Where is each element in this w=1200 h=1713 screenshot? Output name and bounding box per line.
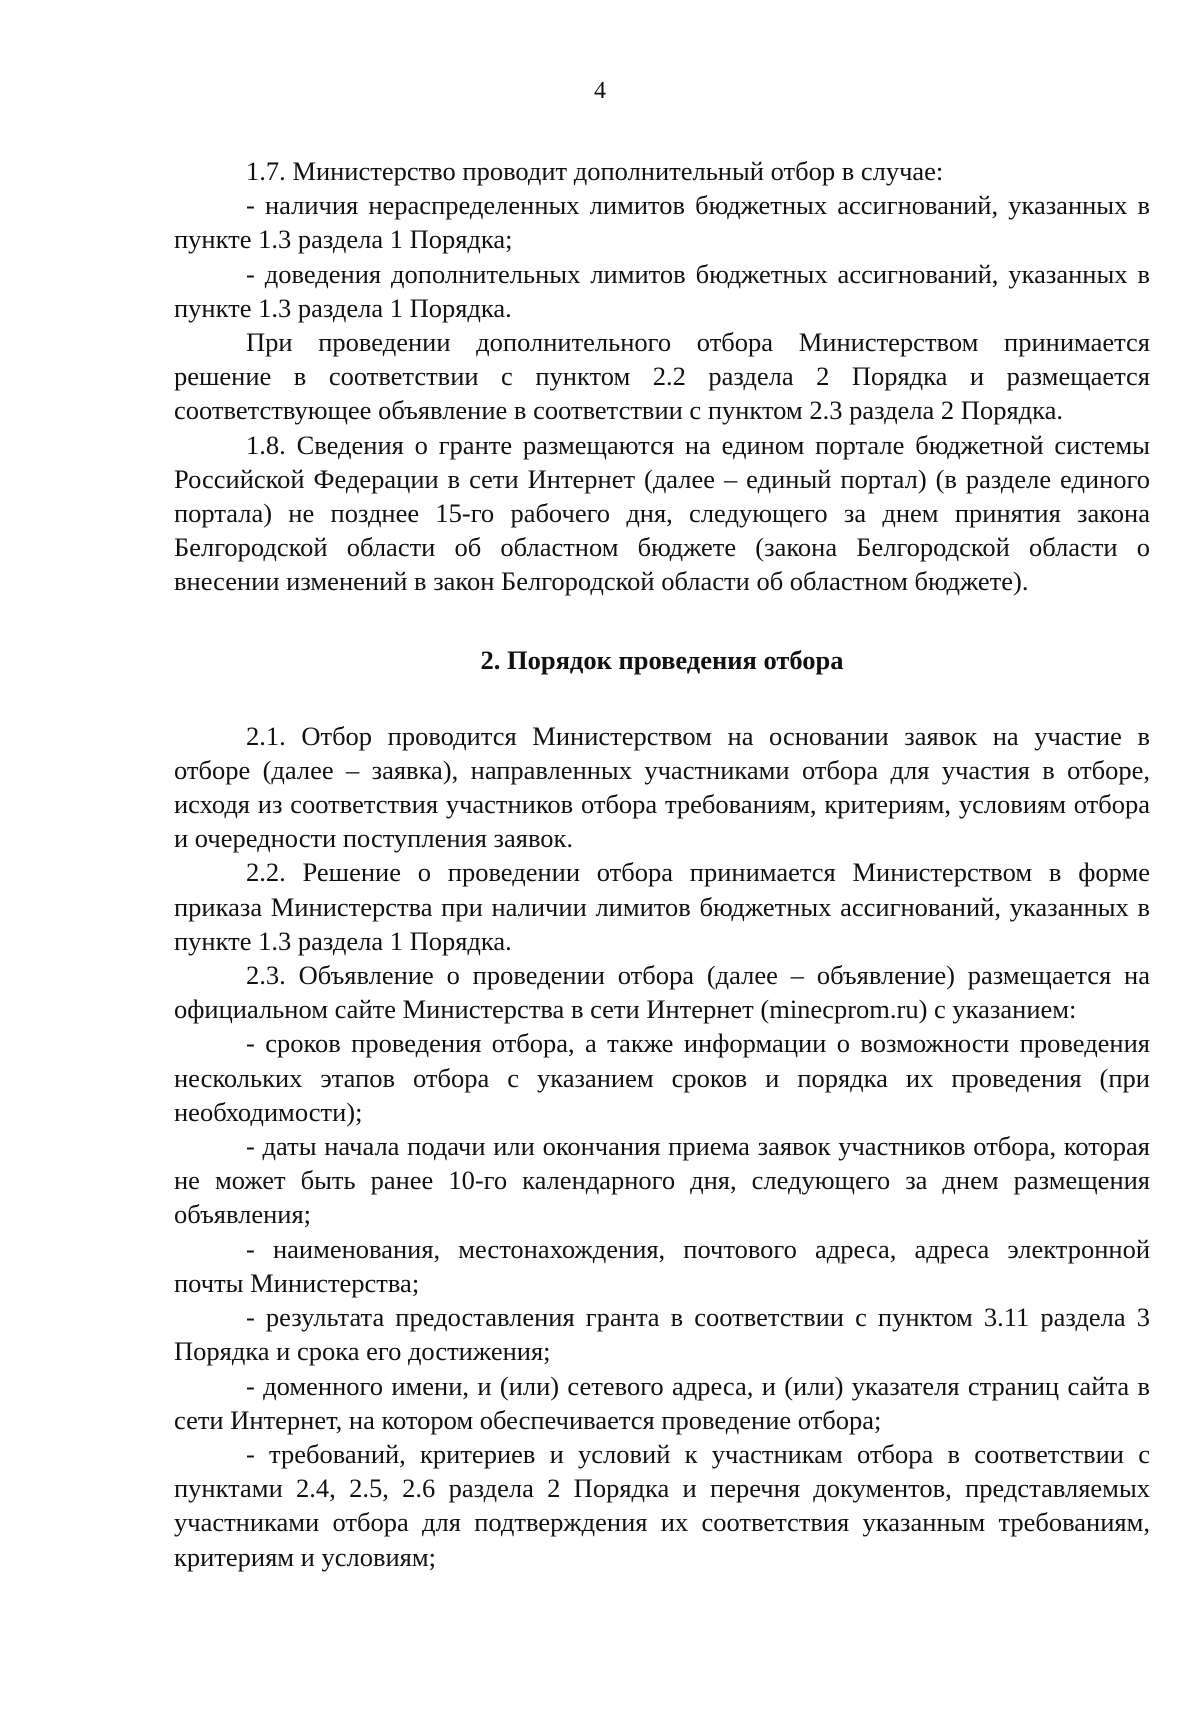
list-item-dates: - даты начала подачи или окончания приема заявок участников отбора, которая не может быть ранее 10-го календарного дня, следующего за днем размещения объявления; (174, 1131, 1150, 1230)
list-item-grant-result: - результата предоставления гранта в соответствии с пунктом 3.11 раздела 3 Порядка и срока его достижения; (174, 1302, 1150, 1367)
document-body (174, 154, 1150, 1574)
paragraph-1-7: 1.7. Министерство проводит дополнительный отбор в случае: (246, 156, 944, 186)
list-item-undistributed-limits: - наличия нераспределенных лимитов бюджетных ассигнований, указанных в пункте 1.3 раздела 1 Порядка; (174, 190, 1150, 255)
list-item-additional-limits: - доведения дополнительных лимитов бюджетных ассигнований, указанных в пункте 1.3 раздела 1 Порядка. (174, 258, 1150, 323)
list-item-domain-name: - доменного имени, и (или) сетевого адреса, и (или) указателя страниц сайта в сети Интернет, на котором обеспечивается проведение отбора; (174, 1370, 1150, 1435)
list-item-deadlines: - сроков проведения отбора, а также информации о возможности проведения нескольких этапов отбора с указанием сроков и порядка их проведения (при необходимости); (174, 1028, 1150, 1127)
section-heading: 2. Порядок проведения отбора (480, 644, 844, 675)
list-item-contacts: - наименования, местонахождения, почтового адреса, адреса электронной почты Министерства; (174, 1233, 1150, 1298)
paragraph-additional-selection: При проведении дополнительного отбора Министерством принимается решение в соответствии с пунктом 2.2 раздела 2 Порядка и размещается соответствующее объявление в соответствии с пунктом 2.3 раздела 2 Порядка. (174, 327, 1150, 426)
paragraph-1-8: 1.8. Сведения о гранте размещаются на едином портале бюджетной системы Российской Федерации в сети Интернет (далее – единый портал) (в разделе единого портала) не позднее 15-го рабочего дня, следующего за днем принятия закона Белгородской области об областном бюджете (закона Белгородской области о внесении изменений в закон Белгородской области об областном бюджете). (174, 429, 1150, 597)
paragraph-2-2: 2.2. Решение о проведении отбора принимается Министерством в форме приказа Министерства при наличии лимитов бюджетных ассигнований, указанных в пункте 1.3 раздела 1 Порядка. (174, 857, 1150, 956)
paragraph-2-3: 2.3. Объявление о проведении отбора (далее – объявление) размещается на официальном сайте Министерства в сети Интернет (minecprom.ru) с указанием: (174, 960, 1150, 1025)
paragraph-2-1: 2.1. Отбор проводится Министерством на основании заявок на участие в отборе (далее – заявка), направленных участниками отбора для участия в отборе, исходя из соответствия участников отбора требованиям, критериям, условиям отбора и очередности поступления заявок. (174, 720, 1150, 854)
list-item-requirements: - требований, критериев и условий к участникам отбора в соответствии с пунктами 2.4, 2.5, 2.6 раздела 2 Порядка и перечня документов, представляемых участниками отбора для подтверждения их соответствия указанным требованиям, критериям и условиям; (174, 1438, 1150, 1572)
page-number: 4 (594, 78, 606, 104)
